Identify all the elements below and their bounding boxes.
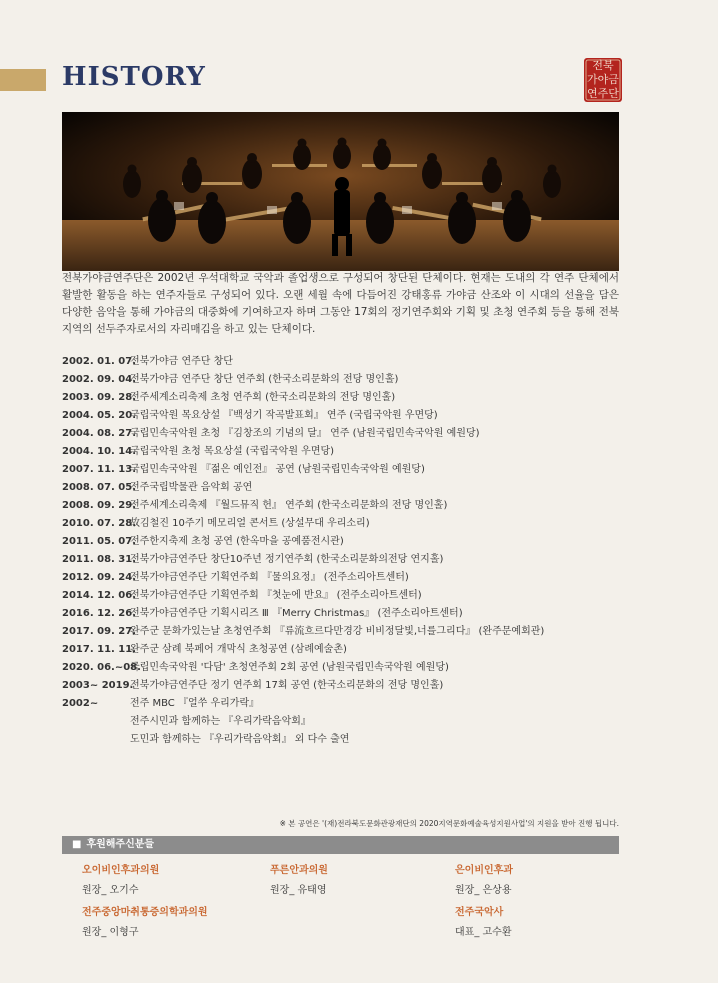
timeline-date: 2004. 05. 20. [62,410,137,421]
timeline-desc: 전북가야금연주단 기획시리즈 Ⅲ 『Merry Christmas』 (전주소리아트센터) [130,608,463,619]
sponsor-org: 오이비인후과의원 [82,865,160,876]
timeline-desc: 전북가야금연주단 기획연주회 『물의요정』 (전주소리아트센터) [130,572,409,583]
timeline-date: 2011. 08. 31. [62,554,137,565]
sponsor-org: 푸른안과의원 [270,865,328,876]
timeline-date: 2004. 08. 27. [62,428,137,439]
timeline-date: 2007. 11. 13. [62,464,137,475]
timeline-desc: 전북가야금연주단 창단10주년 정기연주회 (한국소리문화의전당 연지홀) [130,554,444,565]
timeline-desc: 전북가야금 연주단 창단 [130,356,233,367]
timeline-row [62,371,622,389]
timeline-date: 2014. 12. 06. [62,590,137,601]
timeline-row [62,461,622,479]
sponsor-org: 은이비인후과 [455,865,513,876]
timeline-desc: 완주군 문화가있는날 초청연주회 『류流흐르다만경강 비비정달빛,너를그리다』 (완주문예회관) [130,626,545,637]
sponsor-entry [270,864,328,898]
intro-paragraph: 전북가야금연주단은 2002년 우석대학교 국악과 졸업생으로 구성되어 창단된 단체이다. 현재는 도내의 각 연주 단체에서 활발한 활동을 하는 연주자들로 구성되어 있다. 오랜 세월 속에 다듬어진 강태홍류 가야금 산조와 이 시대의 선율을 담은 다양한 음악을 통해 가야금의 대중화에 기여하고자 하며 그동안 17회의 정기연주회와 기획 및 초청 연주회 등을 통해 전북지역의 선두주자로서의 자리매김을 하고 있는 단체이다. [62,272,619,335]
title-accent-bar [0,69,46,91]
timeline-desc: 전주국립박물관 음악회 공연 [130,482,253,493]
timeline-date: 2002. 09. 04. [62,374,137,385]
sponsors-header-label: 후원해주신분들 [86,839,155,850]
timeline-continued-line: 도민과 함께하는 『우리가락음악회』 외 다수 출연 [130,734,350,745]
timeline-date: 2002. 01. 07. [62,356,137,367]
sponsor-person: 원장_ 이형구 [82,927,139,938]
timeline-row [62,641,622,659]
timeline-date: 2017. 09. 27. [62,626,137,637]
sponsors-header [62,836,619,854]
orchestra-stage-photo [62,112,619,271]
timeline-date: 2008. 09. 29. [62,500,137,511]
timeline-row [62,407,622,425]
timeline-desc: 국립민속국악원 '다담' 초청연주회 2회 공연 (남원국립민속국악원 예원당) [130,662,449,673]
timeline-desc: 전주세계소리축제 『월드뮤직 헌』 연주회 (한국소리문화의 전당 명인홀) [130,500,448,511]
timeline-date: 2010. 07. 28. [62,518,137,529]
sponsor-org: 전주중앙마취통증의학과의원 [82,907,208,918]
timeline-row [62,389,622,407]
funding-footnote: ※ 본 공연은 '(재)전라북도문화관광재단의 2020지역문화예술육성지원사업'의 지원을 받아 진행 됩니다. [279,819,619,828]
timeline-desc: 전북가야금 연주단 창단 연주회 (한국소리문화의 전당 명인홀) [130,374,399,385]
timeline-row [62,497,622,515]
timeline-date: 2012. 09. 24. [62,572,137,583]
sponsor-person: 대표_ 고수환 [455,927,512,938]
sponsor-entry [82,906,208,940]
timeline-row [62,587,622,605]
timeline-date: 2020. 06.~08. [62,662,141,673]
timeline-date: 2003~ 2019. [62,680,134,691]
sponsor-entry [82,864,159,898]
timeline-row [62,443,622,461]
timeline-row [62,353,622,371]
seal-line: 전북 [592,59,614,72]
timeline-desc: 전주한지축제 초청 공연 (한옥마을 공예품전시관) [130,536,344,547]
timeline-desc: 전북가야금연주단 정기 연주회 17회 공연 (한국소리문화의 전당 명인홀) [130,680,444,691]
timeline-date: 2003. 09. 28. [62,392,137,403]
sponsor-person: 원장_ 은상용 [455,885,512,896]
sponsor-entry [455,906,511,940]
seal-line: 연주단 [587,87,619,100]
timeline-row [62,569,622,587]
sponsor-person: 원장_ 유태영 [270,885,327,896]
timeline-row [62,551,622,569]
seal-line: 가야금 [587,73,619,86]
seal-logo-icon [584,58,622,102]
timeline-desc: 전주세계소리축제 초청 연주회 (한국소리문화의 전당 명인홀) [130,392,396,403]
square-bullet-icon: ■ [72,839,82,850]
timeline-date: 2008. 07. 05. [62,482,137,493]
history-timeline [62,353,622,749]
timeline-row [62,425,622,443]
sponsor-org: 전주국악사 [455,907,504,918]
timeline-row [62,677,622,695]
timeline-row [62,659,622,677]
timeline-desc: 국립국악원 초청 목요상설 (국립국악원 우면당) [130,446,335,457]
timeline-row [62,515,622,533]
timeline-continued-line: 전주시민과 함께하는 『우리가락음악회』 [130,716,311,727]
timeline-row [62,605,622,623]
timeline-desc: 완주군 삼례 북페어 개막식 초청공연 (삼례예술촌) [130,644,347,655]
timeline-date: 2017. 11. 11. [62,644,137,655]
sponsor-person: 원장_ 오기수 [82,885,139,896]
timeline-desc: 전주 MBC 『얼쑤 우리가락』 [130,698,260,709]
page-title: HISTORY [62,62,206,92]
timeline-desc: 전북가야금연주단 기획연주회 『첫눈에 반요』 (전주소리아트센터) [130,590,422,601]
timeline-row [62,695,622,713]
timeline-row [62,479,622,497]
timeline-desc: 국립국악원 목요상설 『백성기 작곡발표회』 연주 (국립국악원 우면당) [130,410,438,421]
timeline-date: 2011. 05. 07. [62,536,137,547]
timeline-desc: 국립민속국악원 『젊은 예인전』 공연 (남원국립민속국악원 예원당) [130,464,425,475]
timeline-desc: 故김철진 10주기 메모리얼 콘서트 (상설무대 우리소리) [130,518,370,529]
sponsor-entry [455,864,513,898]
timeline-date: 2002~ [62,698,99,709]
timeline-date: 2016. 12. 26. [62,608,137,619]
timeline-desc: 국립민속국악원 초청 『김창조의 기념의 달』 연주 (남원국립민속국악원 예원당) [130,428,480,439]
timeline-date: 2004. 10. 14. [62,446,137,457]
timeline-row [62,533,622,551]
timeline-row [62,623,622,641]
